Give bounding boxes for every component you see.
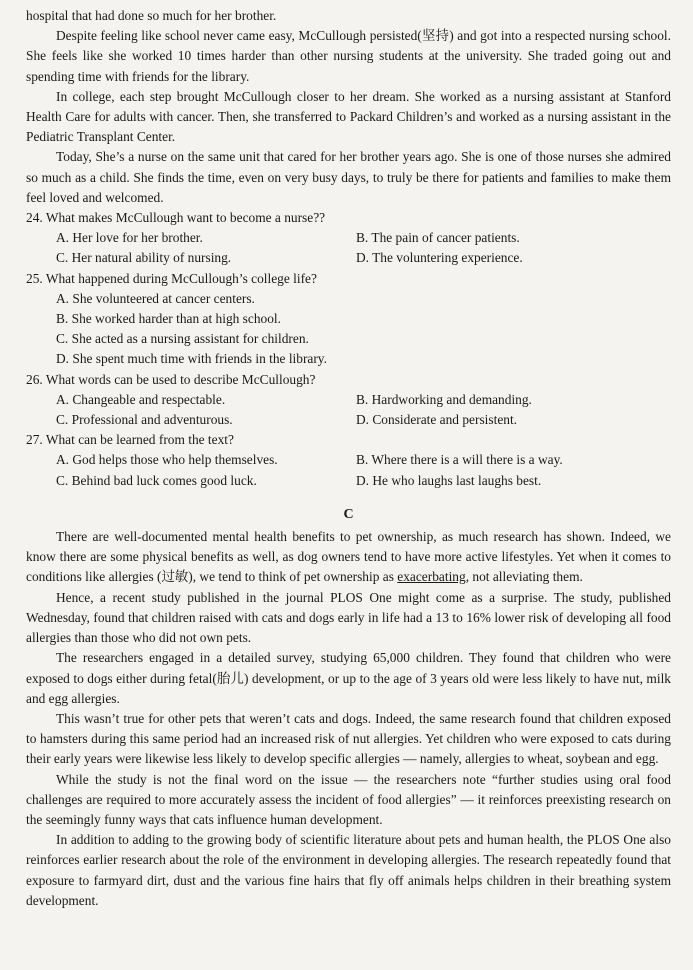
- option-d: D. Considerate and persistent.: [356, 412, 518, 428]
- option-c: C. Her natural ability of nursing.: [56, 250, 232, 266]
- options-grid: [26, 228, 671, 268]
- passage-c-paragraph-6: In addition to adding to the growing body of scientific literature about pets and human health, the PLOS One also reinforces earlier research about the role of the environment in developing allergies. The research repeatedly found that exposure to farmyard dirt, dust and the various fine hairs that fly off animals helps children in their breathing system development.: [26, 832, 671, 908]
- passage-c-paragraph-2: Hence, a recent study published in the journal PLOS One might come as a surprise. The study, published Wednesday, found that children raised with cats and dogs early in life had a 13 to 16% lower risk of developing all food allergies than those who did not own pets.: [26, 589, 671, 646]
- passage-b-paragraph-2: In college, each step brought McCullough closer to her dream. She worked as a nursing assistant at Stanford Health Care for adults with cancer. Then, she transferred to Packard Children’s and worked as a nursing assistant in the Pediatric Transplant Center.: [26, 88, 671, 145]
- underlined-word: exacerbating: [397, 569, 466, 585]
- passage-b-paragraph-3: Today, She’s a nurse on the same unit that cared for her brother years ago. She is one of those nurses she admired so much as a child. She finds the time, even on very busy days, to truly be there for patients and families to make them feel loved and welcomed.: [26, 149, 671, 205]
- passage-c-paragraph-5: While the study is not the final word on the issue — the researchers note “further studies using oral food challenges are required to more accurately assess the incident of food allergies” — it reinforces preexisting research on the seemingly funny ways that cats influence human development.: [26, 771, 671, 827]
- passage-b-paragraph-1: Despite feeling like school never came easy, McCullough persisted(坚持) and got into a respected nursing school. She feels like she worked 10 times harder than other nursing students at the university. She traded going out and spending time with friends for the library.: [26, 28, 671, 84]
- question-25: [26, 269, 671, 370]
- option-c: C. She acted as a nursing assistant for children.: [56, 331, 309, 347]
- question-27: [26, 430, 671, 491]
- option-b: B. Hardworking and demanding.: [356, 391, 532, 407]
- option-c: C. Behind bad luck comes good luck.: [56, 472, 257, 488]
- passage-b-paragraph-0: hospital that had done so much for her brother.: [26, 8, 277, 23]
- passage-c-paragraph-4: This wasn’t true for other pets that weren’t cats and dogs. Indeed, the same research found that children exposed to hamsters during this same period had an increased risk of nut allergies. Yet children who were exposed to cats during their early years were likewise less likely to develop specific allergies — namely, allergies to wheat, soybean and egg.: [26, 710, 671, 767]
- question-24: [26, 208, 671, 269]
- question-stem: 25. What happened during McCullough’s college life?: [26, 270, 317, 286]
- question-26: [26, 370, 671, 431]
- option-d: D. He who laughs last laughs best.: [356, 472, 542, 488]
- question-stem: 24. What makes McCullough want to become a nurse??: [26, 210, 326, 226]
- question-stem: 27. What can be learned from the text?: [26, 432, 234, 448]
- option-d: D. She spent much time with friends in the library.: [56, 351, 327, 367]
- question-stem: 26. What words can be used to describe McCullough?: [26, 371, 316, 387]
- paragraph-text-start: There are well-documented mental health benefits to pet ownership, as much research has shown. Indeed, we know there are some physical benefits as well, as dog owners tend to have more active lifestyles. Yet when it comes to conditions like allergies (过敏), we tend to think of pet ownership as: [26, 529, 671, 585]
- option-d: D. The voluntering experience.: [356, 250, 523, 266]
- options-grid: [26, 450, 671, 490]
- option-a: A. God helps those who help themselves.: [56, 452, 278, 468]
- option-c: C. Professional and adventurous.: [56, 412, 233, 428]
- passage-c-paragraph-3: The researchers engaged in a detailed survey, studying 65,000 children. They found that children who were exposed to dogs either during fetal(胎儿) development, or up to the age of 3 years old were less likely to have nut, milk and egg allergies.: [26, 650, 671, 706]
- option-a: A. She volunteered at cancer centers.: [56, 290, 255, 306]
- section-title: C: [343, 506, 354, 522]
- option-b: B. The pain of cancer patients.: [356, 230, 520, 246]
- option-a: A. Her love for her brother.: [56, 230, 203, 246]
- options-grid: [26, 390, 671, 430]
- option-b: B. She worked harder than at high school.: [56, 311, 281, 327]
- passage-c-paragraph-1: [26, 527, 671, 588]
- paragraph-text-end: , not alleviating them.: [465, 569, 583, 585]
- option-b: B. Where there is a will there is a way.: [356, 452, 563, 468]
- option-a: A. Changeable and respectable.: [56, 391, 226, 407]
